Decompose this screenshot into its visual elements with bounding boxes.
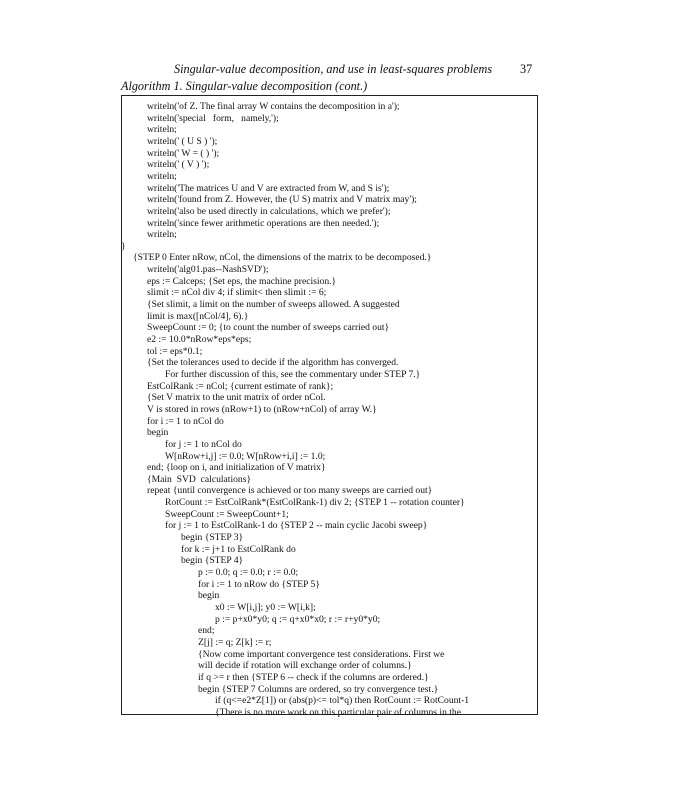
code-line: {Now come important convergence test considerations. First we — [198, 648, 445, 660]
algorithm-caption: Algorithm 1. Singular-value decomposition (cont.) — [121, 79, 368, 93]
code-line: {Set slimit, a limit on the number of sweeps allowed. A suggested — [147, 299, 400, 311]
code-line: } — [121, 240, 126, 252]
code-line: {Set the tolerances used to decide if the algorithm has converged. — [147, 357, 399, 369]
code-line: begin {STEP 7 Columns are ordered, so try convergence test.} — [198, 683, 439, 695]
code-line: W[nRow+i,j] := 0.0; W[nRow+i,i] := 1.0; — [165, 450, 326, 462]
code-line: writeln; — [147, 124, 177, 136]
code-line: {Main SVD calculations} — [147, 473, 252, 485]
code-line: end; — [198, 625, 215, 637]
code-line: writeln; — [147, 229, 177, 241]
code-line: for j := 1 to nCol do — [165, 438, 242, 450]
code-line: begin {STEP 3} — [181, 532, 244, 544]
code-line: writeln('special form, namely,'); — [147, 112, 279, 124]
code-line: writeln; — [147, 170, 177, 182]
code-line: {STEP 0 Enter nRow, nCol, the dimensions of the matrix to be decomposed.} — [133, 252, 432, 264]
code-line: will decide if rotation will exchange order of columns.} — [198, 660, 412, 672]
code-line: begin — [147, 427, 169, 439]
running-head — [0, 62, 685, 78]
code-line: for j := 1 to EstColRank-1 do {STEP 2 -- main cyclic Jacobi sweep} — [165, 520, 428, 532]
code-line: for i := 1 to nCol do — [147, 415, 224, 427]
code-line: {There is no more work on this particular pair of columns in the — [215, 706, 461, 718]
running-title: Singular-value decomposition, and use in least-squares problems — [174, 62, 493, 76]
code-line: writeln('also be used directly in calculations, which we prefer'); — [147, 205, 391, 217]
code-line: eps := Calceps; {Set eps, the machine precision.} — [147, 275, 337, 287]
page-number: 37 — [520, 62, 533, 76]
code-line: SweepCount := SweepCount+1; — [165, 508, 289, 520]
code-line: x0 := W[i,j]; y0 := W[i,k]; — [215, 601, 316, 613]
code-line: slimit := nCol div 4; if slimit< then slimit := 6; — [147, 287, 327, 299]
code-line: if (q<=e2*Z[1]) or (abs(p)<= tol*q) then RotCount := RotCount-1 — [215, 695, 470, 707]
code-line: begin {STEP 4} — [181, 555, 244, 567]
code-line: V is stored in rows (nRow+1) to (nRow+nCol) of array W.} — [147, 403, 377, 415]
code-line: writeln('found from Z. However, the (U S) matrix and V matrix may'); — [147, 194, 417, 206]
code-line: p := p+x0*y0; q := q+x0*x0; r := r+y0*y0; — [215, 613, 381, 625]
code-line: writeln(' ( V ) '); — [147, 159, 210, 171]
code-line: writeln(' ( U S ) '); — [147, 135, 218, 147]
code-line: RotCount := EstColRank*(EstColRank-1) div 2; {STEP 1 -- rotation counter} — [165, 497, 465, 509]
code-line: for k := j+1 to EstColRank do — [181, 543, 296, 555]
code-line: writeln('alg01.pas--NashSVD'); — [147, 264, 269, 276]
code-line: EstColRank := nCol; {current estimate of rank}; — [147, 380, 334, 392]
code-line: p := 0.0; q := 0.0; r := 0.0; — [198, 567, 299, 578]
code-line: Z[j] := q; Z[k] := r; — [198, 636, 272, 648]
code-line: for i := 1 to nRow do {STEP 5} — [198, 578, 320, 590]
code-line: e2 := 10.0*nRow*eps*eps; — [147, 334, 252, 345]
code-line: repeat {until convergence is achieved or too many sweeps are carried out} — [147, 485, 433, 497]
code-line: writeln('The matrices U and V are extracted from W, and S is'); — [147, 182, 390, 194]
code-line: if q >= r then {STEP 6 -- check if the columns are ordered.} — [198, 671, 429, 683]
code-line: writeln(' W = ( ) '); — [147, 147, 220, 159]
code-line: writeln('since fewer arithmetic operations are then needed.'); — [147, 217, 380, 229]
code-line: SweepCount := 0; {to count the number of sweeps carried out} — [147, 322, 390, 334]
code-line: end; {loop on i, and initialization of V matrix} — [147, 462, 326, 474]
code-line: writeln('of Z. The final array W contains the decomposition in a'); — [147, 101, 400, 112]
code-line: limit is max([nCol/4], 6).} — [147, 310, 249, 322]
code-line: {Set V matrix to the unit matrix of order nCol. — [147, 392, 326, 404]
code-line: For further discussion of this, see the commentary under STEP 7.} — [165, 368, 421, 380]
code-line: begin — [198, 590, 220, 602]
code-line: tol := eps*0.1; — [147, 345, 203, 357]
